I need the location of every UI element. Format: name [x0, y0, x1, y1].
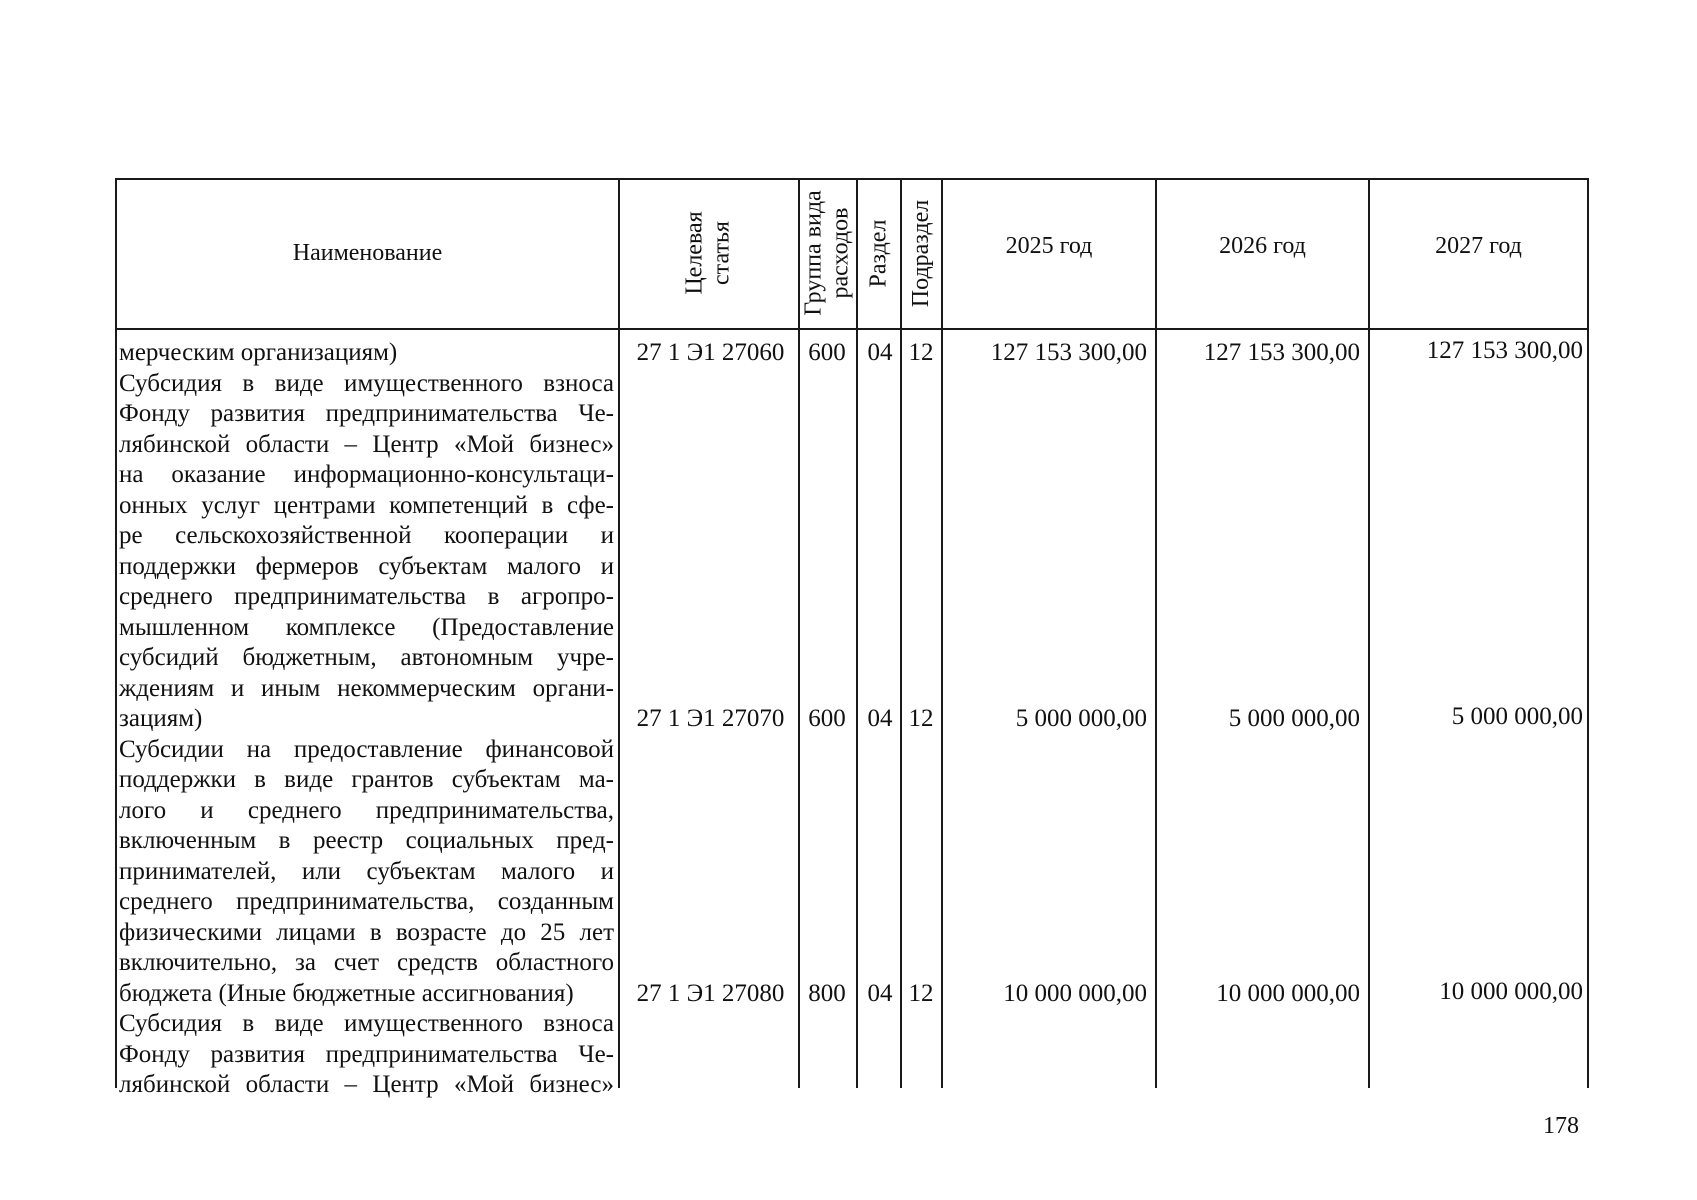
header-group [800, 178, 856, 328]
name-line: бюджета (Иные бюджетные ассигнования) [119, 979, 574, 1007]
name-line: среднего предпринимательства в агропро- [119, 583, 614, 610]
table-row [115, 979, 1589, 1009]
name-line: ждениям и иным некоммерческим органи- [119, 674, 614, 702]
header-group-text [801, 190, 855, 315]
name-line: Фонду развития предпринимательства Че- [119, 400, 614, 427]
header-2025 [943, 178, 1155, 328]
header-subsection-text: Подраздел [908, 199, 935, 307]
cell-section: 04 [867, 705, 893, 732]
header-2025-text: 2025 год [1005, 232, 1093, 259]
name-line: принимателей, или субъектам малого и [119, 857, 614, 885]
name-line: Субсидия в виде имущественного взноса [119, 369, 614, 397]
name-line: лого и среднего предпринимательства, [119, 796, 614, 824]
name-line: физическими лицами в возрасте до 25 лет [119, 918, 614, 946]
header-group-line2: расходов [828, 207, 854, 299]
cell-target: 27 1 Э1 27080 [636, 980, 785, 1007]
header-group-line1: Группа вида [801, 190, 827, 316]
cell-2025: 127 153 300,00 [990, 339, 1147, 366]
header-target-line2: статья [708, 221, 735, 285]
header-2026 [1157, 178, 1368, 328]
header-name-text: Наименование [292, 239, 443, 266]
cell-group: 600 [808, 339, 846, 366]
cell-2026: 127 153 300,00 [1203, 339, 1360, 366]
header-target-line1: Целевая [681, 211, 708, 295]
name-line: зациям) [119, 705, 203, 732]
cell-2025: 5 000 000,00 [1015, 705, 1147, 732]
cell-2025: 10 000 000,00 [1003, 980, 1147, 1007]
cell-target: 27 1 Э1 27060 [636, 339, 785, 366]
col-border-right [1587, 178, 1589, 1088]
name-line: Субсидии на предоставление финансовой [119, 735, 614, 763]
page-number: 178 [1543, 1113, 1579, 1139]
header-target-text [682, 211, 736, 294]
header-target [620, 178, 798, 328]
cell-2027: 10 000 000,00 [1439, 978, 1583, 1005]
cell-subsection: 12 [908, 705, 934, 732]
header-2026-text: 2026 год [1219, 232, 1306, 259]
cell-2027: 127 153 300,00 [1426, 337, 1583, 364]
name-line: включительно, за счет средств областного [119, 949, 614, 976]
cell-2026: 5 000 000,00 [1228, 705, 1360, 732]
header-2027 [1370, 178, 1587, 328]
header-subsection [902, 178, 941, 328]
name-line: лябинской области – Центр «Мой бизнес» [119, 1071, 614, 1098]
name-line: среднего предпринимательства, созданным [119, 888, 614, 915]
name-line: мышленном комплексе (Предоставление [119, 613, 614, 641]
cell-2027: 5 000 000,00 [1451, 703, 1583, 730]
table-row [115, 704, 1589, 734]
name-line: лябинской области – Центр «Мой бизнес» [119, 430, 614, 458]
name-line: мерческим организациям) [119, 339, 398, 366]
name-line: Фонду развития предпринимательства Че- [119, 1040, 614, 1068]
cell-section: 04 [867, 339, 893, 366]
cell-section: 04 [867, 980, 893, 1007]
name-line: включенным в реестр социальных пред- [119, 827, 614, 854]
cell-subsection: 12 [908, 980, 934, 1007]
header-section [858, 178, 900, 328]
table-row [115, 338, 1589, 368]
cell-2026: 10 000 000,00 [1216, 980, 1360, 1007]
header-section-text: Раздел [865, 219, 892, 287]
name-line: на оказание информационно-консультаци- [119, 461, 614, 488]
header-2027-text: 2027 год [1435, 232, 1522, 259]
budget-table [115, 178, 1589, 1098]
name-line: поддержки в виде грантов субъектам ма- [119, 766, 614, 793]
name-line: Субсидия в виде имущественного взноса [119, 1010, 614, 1037]
cell-subsection: 12 [908, 339, 934, 366]
name-line: субсидий бюджетным, автономным учре- [119, 644, 614, 671]
cell-group: 800 [808, 980, 846, 1007]
name-line: ре сельскохозяйственной кооперации и [119, 522, 614, 549]
name-line: поддержки фермеров субъектам малого и [119, 552, 614, 580]
name-line: онных услуг центрами компетенций в сфе- [119, 491, 614, 519]
cell-group: 600 [808, 705, 846, 732]
cell-target: 27 1 Э1 27070 [636, 705, 785, 732]
header-name [117, 178, 618, 328]
